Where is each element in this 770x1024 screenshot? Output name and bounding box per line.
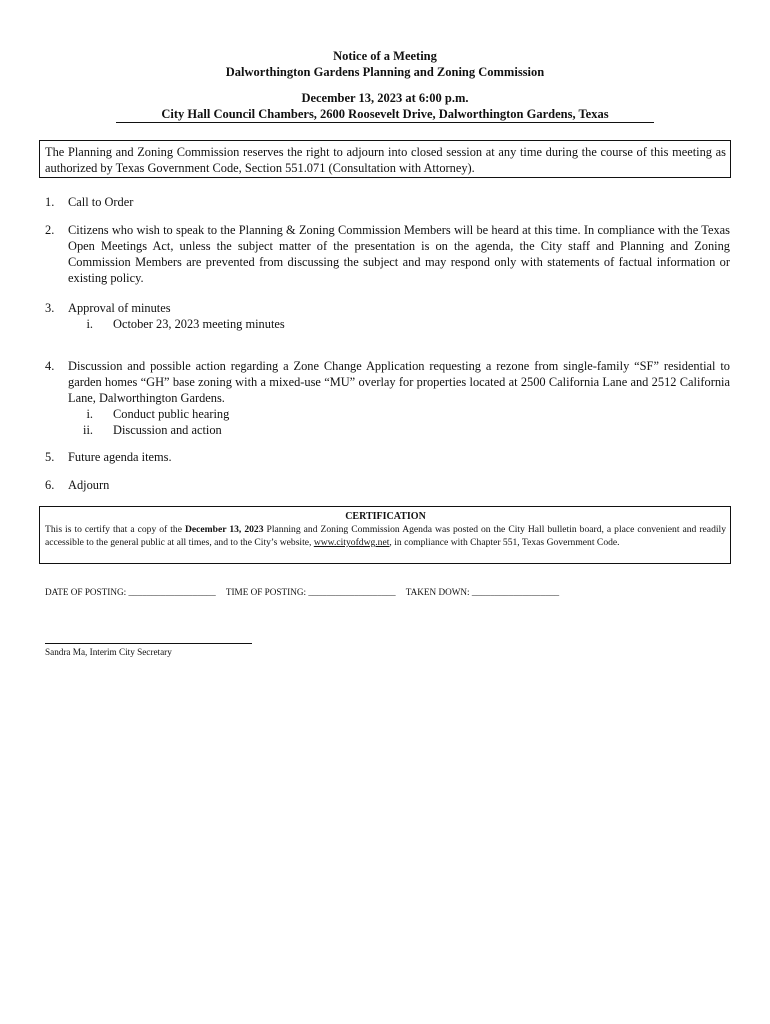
posting-fields (45, 586, 559, 598)
certification-text-middle: Planning and Zoning Commission Agenda was posted on the City Hall bulletin board, a place convenient and readily accessible to the general public at all times, and to the City’s website, (45, 524, 726, 548)
agenda-item-text: Discussion and possible action regarding a Zone Change Application requesting a rezone from single-family “SF” residential to garden homes “GH” base zoning with a mixed-use “MU” overlay for properties located at 2500 California Lane and 2512 California Lane, Dalworthington Gardens. (68, 359, 730, 405)
agenda-item-adjourn (45, 477, 730, 493)
certification-text-start: This is to certify that a copy of the (45, 524, 185, 535)
agenda-item-approval-of-minutes (45, 300, 730, 332)
agenda-item-number: 1. (45, 195, 55, 209)
certification-text (45, 523, 726, 549)
city-website-link[interactable]: www.cityofdwg.net (313, 537, 390, 548)
agenda-item-number: 5. (45, 450, 55, 464)
agenda-item-call-to-order (45, 194, 730, 210)
agenda-item-text: Call to Order (68, 195, 134, 209)
agenda-item-future-items (45, 449, 730, 465)
agenda-subitem (68, 422, 730, 438)
signatory-name: Sandra Ma, Interim City Secretary (45, 647, 172, 657)
agenda-subitem (68, 406, 730, 422)
agenda-item-zone-change (45, 358, 730, 438)
commission-name: Dalworthington Gardens Planning and Zoning Commission (225, 65, 545, 79)
agenda-item-text: Citizens who wish to speak to the Planning & Zoning Commission Members will be heard at this time. In compliance with the Texas Open Meetings Act, unless the subject matter of the presentation is on the agenda, the City staff and Planning and Zoning Commission Members are prevented from discussing the subject and may respond only with statements of factual information or existing policy. (68, 223, 730, 285)
header-underline (116, 122, 654, 123)
agenda-item-number: 4. (45, 359, 55, 373)
certification-box (39, 506, 731, 564)
date-of-posting-field: DATE OF POSTING: ___________________ (45, 587, 216, 597)
agenda-subitem-number: ii. (83, 423, 93, 437)
certification-title: CERTIFICATION (345, 511, 426, 522)
agenda-subitem-text: October 23, 2023 meeting minutes (113, 317, 285, 331)
agenda-subitem-text: Discussion and action (113, 423, 222, 437)
agenda-item-text: Future agenda items. (68, 450, 172, 464)
agenda-item-text: Adjourn (68, 478, 110, 492)
certification-text-end: , in compliance with Chapter 551, Texas Government Code. (389, 537, 620, 548)
meeting-location: City Hall Council Chambers, 2600 Roosevelt Drive, Dalworthington Gardens, Texas (161, 107, 609, 121)
closed-session-notice-text: The Planning and Zoning Commission reserves the right to adjourn into closed session at any time during the course of this meeting as authorized by Texas Government Code, Section 551.071 (Consultation with Attorney). (45, 145, 726, 175)
agenda-subitem (68, 316, 730, 332)
closed-session-notice (39, 140, 731, 178)
agenda-subitem-number: i. (86, 407, 93, 421)
agenda-item-text: Approval of minutes (68, 301, 171, 315)
signature-line (45, 643, 252, 644)
agenda-item-number: 6. (45, 478, 55, 492)
agenda-subitem-number: i. (86, 317, 93, 331)
agenda-item-citizens-comments (45, 222, 730, 286)
time-of-posting-field: TIME OF POSTING: ___________________ (225, 587, 396, 597)
notice-title: Notice of a Meeting (333, 49, 437, 63)
taken-down-field: TAKEN DOWN: ___________________ (405, 587, 560, 597)
agenda-subitem-text: Conduct public hearing (113, 407, 230, 421)
certification-date: December 13, 2023 (184, 524, 264, 535)
agenda-item-number: 3. (45, 301, 55, 315)
agenda-item-number: 2. (45, 223, 55, 237)
meeting-date-time: December 13, 2023 at 6:00 p.m. (301, 91, 469, 105)
